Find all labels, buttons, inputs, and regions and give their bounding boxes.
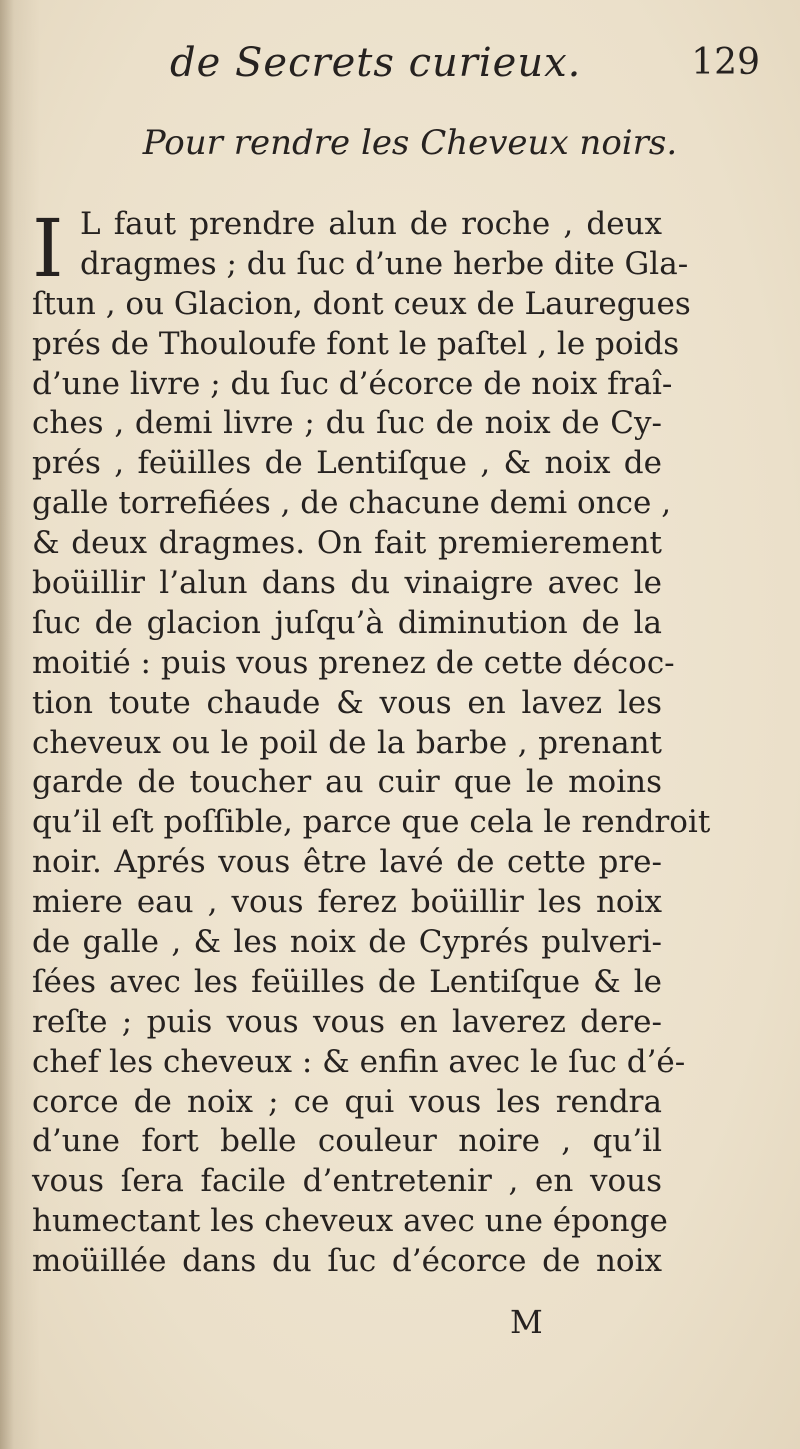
text-line: garde de toucher au cuir que le moins: [32, 764, 662, 801]
text-line: qu’il eſt poſſible, parce que cela le rendroit: [32, 804, 711, 841]
text-line: ſuc de glacion juſqu’à diminution de la: [32, 604, 662, 641]
body-text: [32, 202, 711, 1282]
text-line: boüillir l’alun dans du vinaigre avec le: [32, 565, 662, 602]
text-line: d’une fort belle couleur noire , qu’il: [32, 1123, 662, 1160]
drop-cap: I: [32, 202, 64, 295]
text-line: noir. Aprés vous être lavé de cette pre-: [32, 844, 662, 881]
text-line: cheveux ou le poil de la barbe , prenant: [32, 724, 662, 761]
text-line: d’une livre ; du ſuc d’écorce de noix fraî-: [32, 365, 673, 402]
text-line: humectant les cheveux avec une éponge: [32, 1203, 668, 1240]
text-line: & deux dragmes. On fait premierement: [32, 525, 662, 562]
text-line: ſtun , ou Glacion, dont ceux de Lauregues: [32, 285, 691, 322]
text-line: L faut prendre alun de roche , deux: [80, 206, 662, 242]
text-line: miere eau , vous ferez boüillir les noix: [32, 884, 662, 921]
running-head-title: de Secrets curieux.: [170, 40, 582, 86]
text-line: tion toute chaude & vous en lavez les: [32, 684, 662, 721]
text-line: moitié : puis vous prenez de cette décoc-: [32, 644, 675, 681]
text-line: dragmes ; du ſuc d’une herbe dite Gla-: [80, 245, 689, 282]
text-line: ches , demi livre ; du ſuc de noix de Cy-: [32, 405, 662, 442]
text-line: ſées avec les feüilles de Lentiſque & le: [32, 963, 662, 1000]
text-line: corce de noix ; ce qui vous les rendra: [32, 1083, 662, 1120]
running-head: [170, 40, 760, 90]
page-number: 129: [691, 42, 760, 83]
text-line: prés de Thouloufe font le paſtel , le poids: [32, 325, 680, 362]
text-line: moüillée dans du ſuc d’écorce de noix: [32, 1243, 662, 1280]
text-line: de galle , & les noix de Cyprés pulveri-: [32, 924, 662, 961]
text-line: chef les cheveux : & enfin avec le ſuc d’é-: [32, 1043, 686, 1080]
section-heading: Pour rendre les Cheveux noirs.: [142, 123, 678, 163]
text-line: galle torrefiées , de chacune demi once ,: [32, 485, 672, 522]
text-line: vous ſera facile d’entretenir , en vous: [32, 1163, 662, 1200]
text-line: reſte ; puis vous vous en laverez dere-: [32, 1003, 662, 1040]
text-line: prés , feüilles de Lentiſque , & noix de: [32, 445, 662, 482]
catchword: M: [510, 1303, 543, 1341]
